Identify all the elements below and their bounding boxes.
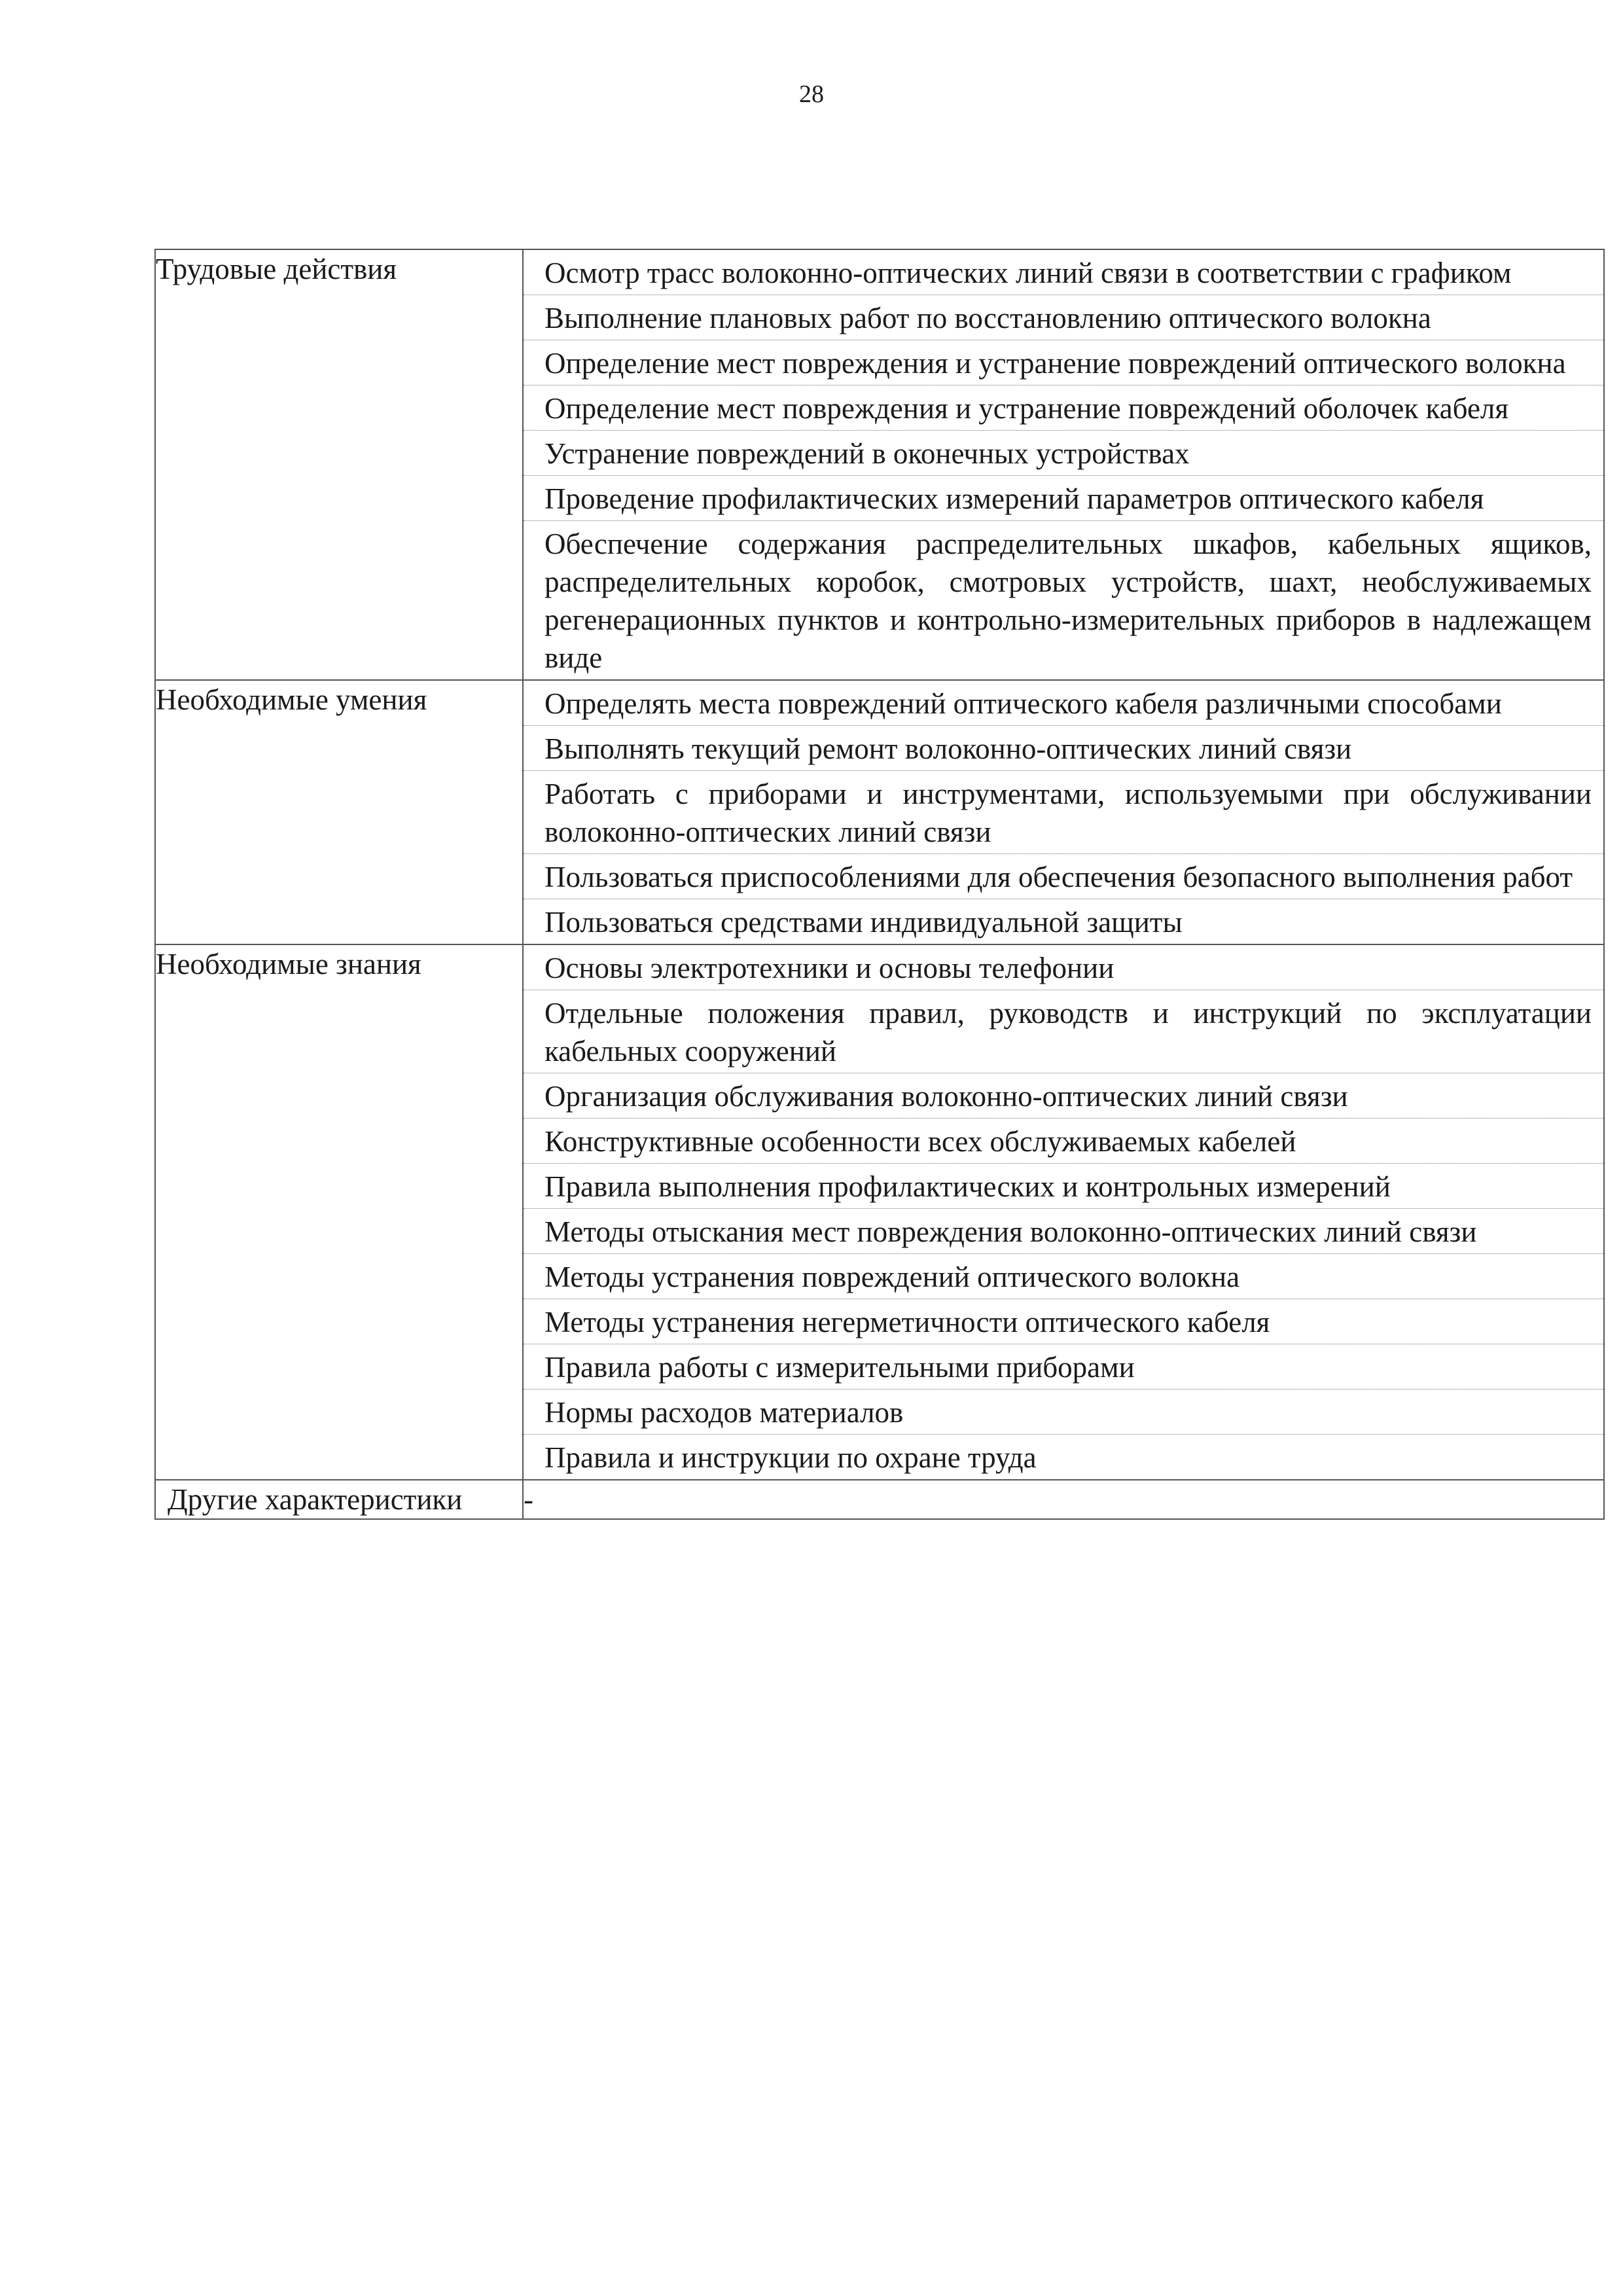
list-item: Выполнять текущий ремонт волоконно-оптических линий связи [524,726,1603,771]
list-item: Выполнение плановых работ по восстановлению оптического волокна [524,295,1603,340]
row-label: Трудовые действия [155,249,523,680]
list-item: Конструктивные особенности всех обслуживаемых кабелей [524,1119,1603,1164]
row-label: Необходимые знания [155,944,523,1480]
specification-table [154,249,1605,1520]
list-item: Правила выполнения профилактических и контрольных измерений [524,1164,1603,1209]
row-label: Необходимые умения [155,680,523,944]
list-item: Устранение повреждений в оконечных устройствах [524,431,1603,476]
page-number: 28 [799,81,824,108]
list-item: Правила и инструкции по охране труда [544,1441,1037,1474]
row-items [523,680,1604,944]
list-item: Методы устранения повреждений оптического волокна [524,1254,1603,1299]
list-item: Осмотр трасс волоконно-оптических линий связи в соответствии с графиком [524,250,1603,295]
row-items [523,944,1604,1480]
list-item: Проведение профилактических измерений параметров оптического кабеля [524,476,1603,521]
list-item: Обеспечение содержания распределительных шкафов, кабельных ящиков, распределительных коробок, смотровых устройств, шахт, необслуживаемых регенерационных пунктов и контрольно-измерительных приборов в надлежащем виде [544,528,1592,674]
list-item: Правила работы с измерительными приборами [524,1344,1603,1390]
list-item: Методы устранения негерметичности оптического кабеля [524,1299,1603,1344]
row-value: - [523,1480,1604,1519]
row-required-knowledge [155,944,1604,1480]
list-item: Работать с приборами и инструментами, используемыми при обслуживании волоконно-оптических линий связи [524,771,1603,854]
list-item: Пользоваться средствами индивидуальной защиты [544,906,1183,939]
list-item: Нормы расходов материалов [524,1390,1603,1435]
list-item: Методы отыскания мест повреждения волоконно-оптических линий связи [524,1209,1603,1254]
list-item: Отдельные положения правил, руководств и инструкций по эксплуатации кабельных сооружений [524,990,1603,1073]
row-labor-actions [155,249,1604,680]
list-item: Определение мест повреждения и устранение повреждений оптического волокна [524,340,1603,386]
row-items [523,249,1604,680]
list-item: Основы электротехники и основы телефонии [524,945,1603,990]
list-item: Определять места повреждений оптического кабеля различными способами [524,681,1603,726]
list-item: Организация обслуживания волоконно-оптических линий связи [524,1073,1603,1119]
row-label: Другие характеристики [155,1480,523,1519]
row-required-skills [155,680,1604,944]
row-other-characteristics [155,1480,1604,1519]
list-item: Определение мест повреждения и устранение повреждений оболочек кабеля [524,386,1603,431]
list-item: Пользоваться приспособлениями для обеспечения безопасного выполнения работ [524,854,1603,899]
